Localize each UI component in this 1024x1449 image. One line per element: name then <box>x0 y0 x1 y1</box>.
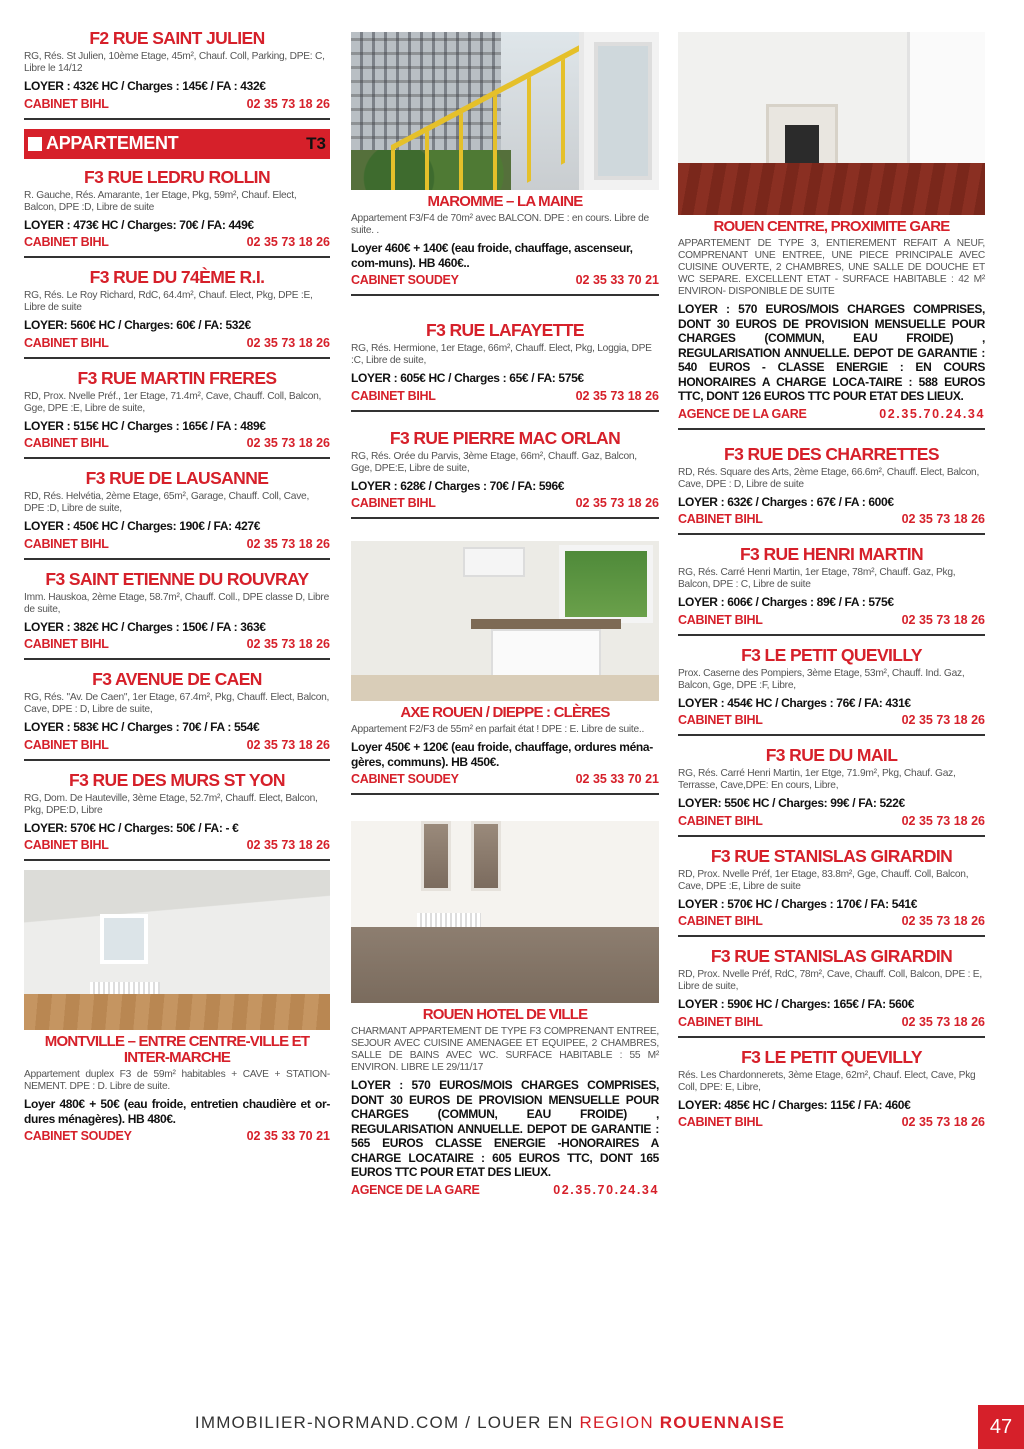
listing-title: F3 LE PETIT QUEVILLY <box>741 644 922 665</box>
listing-f3-murs-st-yon <box>24 770 330 862</box>
listing-description: Prox. Caserne des Pompiers, 3ème Etage, 53m², Chauff. Ind. Gaz, Balcon, Gge, DPE :F, Libre, <box>678 667 965 691</box>
listing-title: F3 RUE DU MAIL <box>765 745 898 765</box>
listing-description: R. Gauche, Rés. Amarante, 1er Etage, Pkg, 59m², Chauf. Elect, Balcon, DPE :D, Libre de suite <box>24 189 297 213</box>
section-title: APPARTEMENT <box>46 133 179 153</box>
listing-title: F3 RUE DES CHARRETTES <box>724 443 939 464</box>
listing-f3-pierre-mac-orlan <box>351 428 659 520</box>
listing-montville <box>24 1034 330 1150</box>
listing-title: F3 SAINT ETIENNE DU ROUVRAY <box>45 568 309 589</box>
listing-title: F3 RUE PIERRE MAC ORLAN <box>389 427 621 448</box>
listing-price: LOYER : 606€ / Charges : 89€ / FA : 575€ <box>678 595 894 609</box>
listing-description: RG, Rés. Hermione, 1er Etage, 66m², Chauff. Elect, Pkg, Loggia, DPE :C, Libre de suite, <box>351 343 652 366</box>
photo-carpet-room <box>351 821 659 1003</box>
listing-agency <box>351 496 659 511</box>
listing-title: F3 AVENUE DE CAEN <box>92 669 262 689</box>
listing-description: Appartement duplex F3 de 59m² habitables + CAVE + STATION-NEMENT. DPE : D. Libre de suite. <box>24 1069 330 1092</box>
listing-f3-stanislas-girardin-2 <box>678 946 985 1038</box>
listing-description: RG, Rés. Orée du Parvis, 3ème Etage, 66m², Chauff. Gaz, Balcon, Gge, DPE:E, Libre de suite, <box>351 450 637 474</box>
agency-phone[interactable]: 02 35 73 18 26 <box>246 96 330 111</box>
agency-phone[interactable]: 02 35 33 70 21 <box>575 273 659 287</box>
agency-phone[interactable]: 02 35 73 18 26 <box>246 838 330 852</box>
agency-name[interactable]: CABINET BIHL <box>678 512 763 526</box>
listing-f3-petit-quevilly-1 <box>678 645 985 737</box>
listing-description: RG, Rés. Carré Henri Martin, 1er Etge, 71.9m², Pkg, Chauf. Gaz, Terrasse, Cave,DPE: En cours, Libre, <box>678 768 956 791</box>
listing-title: F3 RUE MARTIN FRERES <box>77 367 277 388</box>
agency-name[interactable]: CABINET BIHL <box>24 536 109 551</box>
listing-price: LOYER: 485€ HC / Charges: 115€ / FA: 460€ <box>678 1097 911 1112</box>
agency-name[interactable]: CABINET BIHL <box>678 713 763 727</box>
listing-price: LOYER : 570 EUROS/MOIS CHARGES COMPRISES, DONT 30 EUROS DE PROVISION MENSUELLE POUR CHARGES (COMMUN, EAU FROIDE) , REGULARISATION ANNUELLE. DEPOT DE GARANTIE : 565 EUROS CLASSE ENERGIE -HONORAIRES A CHARGE LOCATAIRE : 605 EUROS TTC, DONT 165 EUROS TTC POUR ETAT DES LIEUX. <box>351 1078 659 1179</box>
listing-agency <box>24 738 330 753</box>
agency-phone[interactable]: 02 35 73 18 26 <box>246 737 330 752</box>
photo-balcony <box>351 32 659 190</box>
listing-price: LOYER : 583€ HC / Charges : 70€ / FA : 554€ <box>24 720 260 734</box>
agency-name[interactable]: CABINET BIHL <box>24 235 109 249</box>
listing-description: Imm. Hauskoa, 2ème Etage, 58.7m², Chauff. Coll., DPE classe D, Libre de suite, <box>24 591 329 615</box>
agency-phone[interactable]: 02 35 73 18 26 <box>575 496 659 510</box>
agency-phone[interactable]: 02 35 73 18 26 <box>246 536 330 551</box>
agency-name[interactable]: CABINET BIHL <box>24 637 109 651</box>
listing-f3-henri-martin <box>678 544 985 636</box>
listing-title: F3 RUE STANISLAS GIRARDIN <box>710 845 953 866</box>
listing-rouen-centre-gare <box>678 219 985 430</box>
photo-kitchen <box>351 541 659 701</box>
listing-agency <box>24 97 330 112</box>
listing-title: F3 RUE LEDRU ROLLIN <box>84 166 270 187</box>
listing-title: ROUEN CENTRE, PROXIMITE GARE <box>713 218 950 235</box>
listing-description: RD, Prox. Nvelle Préf., 1er Etage, 71.4m², Cave, Chauff. Coll, Balcon, Gge, DPE :E, Libre de suite, <box>24 390 322 414</box>
listing-description: RG, Dom. De Hauteville, 3ème Etage, 52.7m², Chauff. Elect, Balcon, Pkg, DPE:D, Libre <box>24 792 318 816</box>
listing-price: LOYER : 590€ HC / Charges: 165€ / FA: 560€ <box>678 997 915 1011</box>
listing-title: F3 RUE LAFAYETTE <box>426 320 584 340</box>
listing-agency <box>24 1129 330 1144</box>
listing-agency <box>678 1115 985 1130</box>
agency-name[interactable]: AGENCE DE LA GARE <box>678 406 807 421</box>
listing-title: MAROMME – LA MAINE <box>427 193 583 210</box>
agency-name[interactable]: CABINET BIHL <box>24 335 109 350</box>
listing-agency <box>678 613 985 628</box>
agency-phone[interactable]: 02 35 73 18 26 <box>901 914 985 928</box>
footer-site[interactable]: IMMOBILIER-NORMAND.COM <box>194 1413 460 1432</box>
photo-attic-room <box>24 870 330 1030</box>
listing-description: Appartement F3/F4 de 70m² avec BALCON. DPE : en cours. Libre de suite. . <box>351 213 649 236</box>
listing-price: LOYER : 454€ HC / Charges : 76€ / FA: 431€ <box>678 695 911 710</box>
listing-price: LOYER : 570€ HC / Charges : 170€ / FA: 541€ <box>678 896 918 911</box>
agency-name[interactable]: CABINET BIHL <box>24 737 109 752</box>
listing-price: Loyer 460€ + 140€ (eau froide, chauffage, ascenseur, com-muns). HB 460€.. <box>351 241 633 270</box>
listing-agency <box>24 637 330 652</box>
agency-name[interactable]: CABINET BIHL <box>678 914 763 928</box>
column-left <box>24 28 330 1159</box>
footer-region: REGION <box>579 1413 660 1432</box>
listing-price: LOYER : 450€ HC / Charges: 190€ / FA: 427€ <box>24 519 261 533</box>
agency-phone[interactable]: 02 35 73 18 26 <box>901 612 985 627</box>
listing-description: Rés. Les Chardonnerets, 3ème Etage, 62m², Chauf. Elect, Cave, Pkg Coll, DPE: E, Libre, <box>678 1069 976 1093</box>
listing-description: RD, Rés. Square des Arts, 2ème Etage, 66.6m², Chauff. Elect, Balcon, Cave, DPE : D, Libre de suite <box>678 466 980 490</box>
column-right <box>678 32 985 1145</box>
agency-name[interactable]: CABINET BIHL <box>351 388 436 403</box>
listing-price: LOYER : 432€ HC / Charges : 145€ / FA : 432€ <box>24 79 266 93</box>
agency-phone[interactable]: 02 35 73 18 26 <box>901 813 985 828</box>
listing-description: RD, Prox. Nvelle Préf, 1er Etage, 83.8m², Gge, Chauff. Coll, Balcon, Cave, DPE :E, Libre de suite <box>678 868 969 892</box>
footer-banner <box>0 1413 980 1433</box>
listing-title: F3 RUE DU 74ÈME R.I. <box>89 267 265 287</box>
agency-name[interactable]: CABINET SOUDEY <box>351 273 459 287</box>
agency-phone[interactable]: 02 35 73 18 26 <box>246 235 330 249</box>
listing-agency <box>24 838 330 853</box>
listing-price: LOYER: 570€ HC / Charges: 50€ / FA: - € <box>24 820 239 835</box>
agency-name[interactable]: CABINET SOUDEY <box>24 1129 132 1143</box>
agency-name[interactable]: CABINET BIHL <box>351 496 436 510</box>
agency-name[interactable]: CABINET SOUDEY <box>351 772 459 786</box>
agency-phone[interactable]: 02 35 73 18 26 <box>246 637 330 651</box>
listing-title: F3 RUE DES MURS ST YON <box>69 769 285 790</box>
listing-agency <box>24 436 330 451</box>
agency-name[interactable]: CABINET BIHL <box>678 1115 763 1129</box>
agency-phone[interactable]: 02.35.70.24.34 <box>553 1182 659 1197</box>
listing-f3-charrettes <box>678 444 985 536</box>
listing-price: Loyer 480€ + 50€ (eau froide, entretien chaudière et or-dures ménagères). HB 480€. <box>24 1097 330 1126</box>
listing-price: LOYER: 560€ HC / Charges: 60€ / FA: 532€ <box>24 318 251 332</box>
listing-description: RD, Prox. Nvelle Préf, RdC, 78m², Cave, Chauff. Coll, Balcon, DPE : E, Libre de suite, <box>678 969 982 992</box>
listing-agency <box>678 407 985 422</box>
listing-title: AXE ROUEN / DIEPPE : CLÈRES <box>400 704 610 721</box>
agency-name[interactable]: CABINET BIHL <box>678 612 763 627</box>
agency-name[interactable]: CABINET BIHL <box>678 1014 763 1029</box>
square-icon <box>28 137 42 151</box>
listing-agency <box>351 389 659 404</box>
listing-f3-saint-etienne <box>24 569 330 661</box>
agency-phone[interactable]: 02 35 73 18 26 <box>901 1115 985 1129</box>
agency-phone[interactable]: 02 35 73 18 26 <box>901 512 985 526</box>
agency-phone[interactable]: 02 35 73 18 26 <box>246 436 330 450</box>
listing-maromme <box>351 194 659 296</box>
agency-name[interactable]: CABINET BIHL <box>24 838 109 852</box>
listing-f3-stanislas-girardin-1 <box>678 846 985 938</box>
listing-f3-lafayette <box>351 320 659 412</box>
listing-f3-petit-quevilly-2 <box>678 1047 985 1137</box>
listing-agency <box>678 512 985 527</box>
listing-f3-avenue-de-caen <box>24 669 330 761</box>
agency-phone[interactable]: 02 35 73 18 26 <box>246 335 330 350</box>
listing-title: F3 RUE HENRI MARTIN <box>739 544 924 564</box>
agency-name[interactable]: CABINET BIHL <box>678 813 763 828</box>
listing-f3-rue-du-mail <box>678 745 985 837</box>
listing-description: RG, Rés. Carré Henri Martin, 1er Etage, 78m², Chauff. Gaz, Pkg, Balcon, DPE : C, Libre de suite <box>678 567 956 590</box>
listing-f3-ledru-rollin <box>24 167 330 259</box>
listing-rouen-hotel-de-ville <box>351 1007 659 1204</box>
listing-price: LOYER: 550€ HC / Charges: 99€ / FA: 522€ <box>678 796 905 810</box>
agency-phone[interactable]: 02.35.70.24.34 <box>879 406 985 421</box>
listing-description: RG, Rés. "Av. De Caen", 1er Etage, 67.4m², Pkg, Chauff. Elect, Balcon, Cave, DPE : D, Libre de suite, <box>24 692 330 715</box>
listing-agency <box>678 1015 985 1030</box>
listing-title: ROUEN HOTEL DE VILLE <box>422 1006 588 1023</box>
listing-agency <box>24 235 330 250</box>
column-middle <box>351 32 659 1213</box>
listing-price: LOYER : 570 EUROS/MOIS CHARGES COMPRISES, DONT 30 EUROS DE PROVISION MENSUELLE POUR CHARGES (COMMUN, EAU FROIDE) , REGULARISATION ANNUELLE. DEPOT DE GARANTIE : 540 EUROS - CLASSE ENERGIE : EN COURS HONORAIRES A CHARGE LOCA-TAIRE : 588 EUROS TTC, DONT 126 EUROS TTC POUR ETAT DES LIEUX. <box>678 302 985 403</box>
agency-phone[interactable]: 02 35 33 70 21 <box>246 1129 330 1143</box>
listing-price: LOYER : 382€ HC / Charges : 150€ / FA : 363€ <box>24 619 266 634</box>
photo-fireplace-room <box>678 32 985 215</box>
footer-rouennaise: ROUENNAISE <box>659 1413 786 1432</box>
listing-agency <box>678 814 985 829</box>
listing-price: LOYER : 605€ HC / Charges : 65€ / FA: 575€ <box>351 371 584 385</box>
footer-separator: / <box>459 1413 478 1432</box>
listing-description: RG, Rés. Le Roy Richard, RdC, 64.4m², Chauf. Elect, Pkg, DPE :E, Libre de suite <box>24 290 313 313</box>
listing-price: LOYER : 473€ HC / Charges: 70€ / FA: 449€ <box>24 217 254 232</box>
agency-name[interactable]: AGENCE DE LA GARE <box>351 1182 480 1197</box>
section-header-appartement <box>24 129 330 159</box>
agency-name[interactable]: CABINET BIHL <box>24 96 109 111</box>
agency-phone[interactable]: 02 35 73 18 26 <box>575 388 659 403</box>
listing-agency <box>351 1183 659 1198</box>
listing-cleres <box>351 705 659 795</box>
listing-f2-saint-julien <box>24 28 330 120</box>
listing-description: RD, Rés. Helvétia, 2ème Etage, 65m², Garage, Chauff. Coll, Cave, DPE :D, Libre de suite, <box>24 491 310 514</box>
listing-description: Appartement F2/F3 de 55m² en parfait état ! DPE : E. Libre de suite.. <box>351 724 645 735</box>
listing-agency <box>351 772 659 787</box>
agency-name[interactable]: CABINET BIHL <box>24 436 109 450</box>
listing-agency <box>678 914 985 929</box>
agency-phone[interactable]: 02 35 33 70 21 <box>575 772 659 786</box>
listing-agency <box>678 713 985 728</box>
agency-phone[interactable]: 02 35 73 18 26 <box>901 1014 985 1029</box>
footer-louer: LOUER EN <box>477 1413 580 1432</box>
listing-f3-lausanne <box>24 468 330 560</box>
listing-title: F2 RUE SAINT JULIEN <box>89 28 265 48</box>
listing-agency <box>24 336 330 351</box>
listing-description: RG, Rés. St Julien, 10ème Etage, 45m², Chauf. Coll, Parking, DPE: C, Libre le 14/12 <box>24 51 325 74</box>
page-number: 47 <box>978 1405 1024 1449</box>
section-type: T3 <box>306 133 326 153</box>
listing-title: F3 RUE DE LAUSANNE <box>85 468 269 488</box>
listing-f3-martin-freres <box>24 368 330 460</box>
listing-title: MONTVILLE – ENTRE CENTRE-VILLE ET INTER-MARCHE <box>44 1033 310 1066</box>
listing-price: LOYER : 515€ HC / Charges : 165€ / FA : 489€ <box>24 418 266 433</box>
listing-price: LOYER : 628€ / Charges : 70€ / FA: 596€ <box>351 478 565 493</box>
listing-price: LOYER : 632€ / Charges : 67€ / FA : 600€ <box>678 494 894 509</box>
agency-phone[interactable]: 02 35 73 18 26 <box>901 713 985 727</box>
listing-description: CHARMANT APPARTEMENT DE TYPE F3 COMPRENANT ENTREE, SEJOUR AVEC CUISINE AMENAGEE ET EQUIPEE, 2 CHAMBRES, SALLE DE BAINS AVEC WC. SURFACE HABITABLE : 55 M² ENVIRON. LIBRE LE 29/11/17 <box>351 1026 659 1073</box>
listing-agency <box>351 273 659 288</box>
listing-description: APPARTEMENT DE TYPE 3, ENTIEREMENT REFAIT A NEUF, COMPRENANT UNE ENTREE, UNE PIECE PRINCIPALE AVEC CUISINE OUVERTE, 2 CHAMBRES, UNE SALLE DE DOUCHE ET WC SEPARE. EXCELLENT ETAT - SURFACE HABITABLE : 42 M² ENVIRON- DISPONIBLE DE SUITE <box>678 238 985 297</box>
listing-f3-74eme-ri <box>24 267 330 359</box>
listing-title: F3 LE PETIT QUEVILLY <box>741 1046 922 1067</box>
listing-title: F3 RUE STANISLAS GIRARDIN <box>710 946 953 966</box>
listing-agency <box>24 537 330 552</box>
listing-price: Loyer 450€ + 120€ (eau froide, chauffage, ordures ména-gères, communs). HB 450€. <box>351 740 653 769</box>
